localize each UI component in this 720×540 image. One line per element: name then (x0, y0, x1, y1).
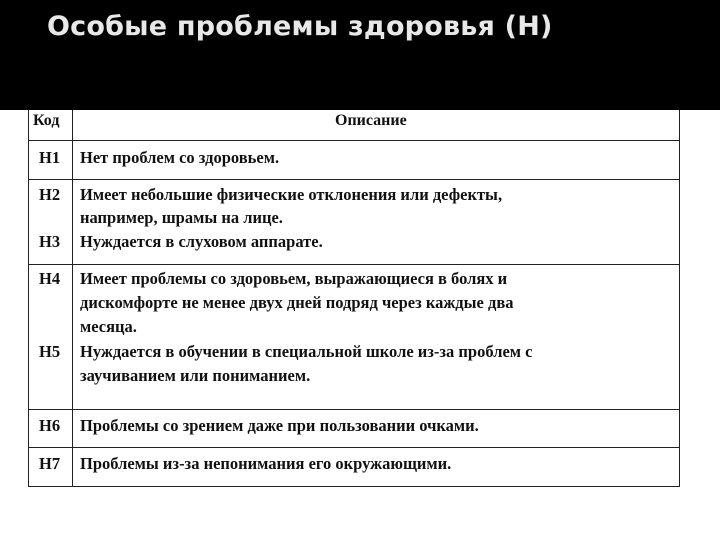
row-description: Нет проблем со здоровьем. (80, 148, 280, 167)
row-description: месяца. (80, 317, 137, 336)
row-divider (29, 447, 679, 448)
row-divider (29, 409, 679, 410)
header-code: Код (33, 112, 60, 129)
row-code: Н3 (39, 232, 61, 251)
row-description: Проблемы из-за непонимания его окружающими. (80, 454, 452, 473)
row-description: Имеет небольшие физические отклонения или дефекты, (80, 185, 503, 204)
row-description: Нуждается в слуховом аппарате. (80, 232, 323, 251)
column-divider (72, 110, 73, 486)
row-code: Н2 (39, 185, 61, 204)
header-description: Описание (335, 112, 407, 129)
slide-title: Особые проблемы здоровья (Н) (47, 11, 553, 42)
row-description: Нуждается в обучении в специальной школе из-за проблем с (80, 342, 533, 361)
row-divider (29, 140, 679, 141)
row-code: Н4 (39, 269, 61, 288)
health-table (28, 110, 680, 487)
row-divider (29, 179, 679, 180)
row-description: например, шрамы на лице. (80, 208, 283, 227)
row-code: Н1 (39, 148, 61, 167)
row-description: заучиванием или пониманием. (80, 366, 311, 385)
title-bar (0, 0, 720, 110)
row-code: Н5 (39, 342, 61, 361)
row-divider (29, 264, 679, 265)
row-description: дискомфорте не менее двух дней подряд через каждые два (80, 293, 514, 312)
row-description: Проблемы со зрением даже при пользовании очками. (80, 416, 479, 435)
row-description: Имеет проблемы со здоровьем, выражающиеся в болях и (80, 269, 508, 288)
row-code: Н7 (39, 454, 61, 473)
row-code: Н6 (39, 416, 61, 435)
